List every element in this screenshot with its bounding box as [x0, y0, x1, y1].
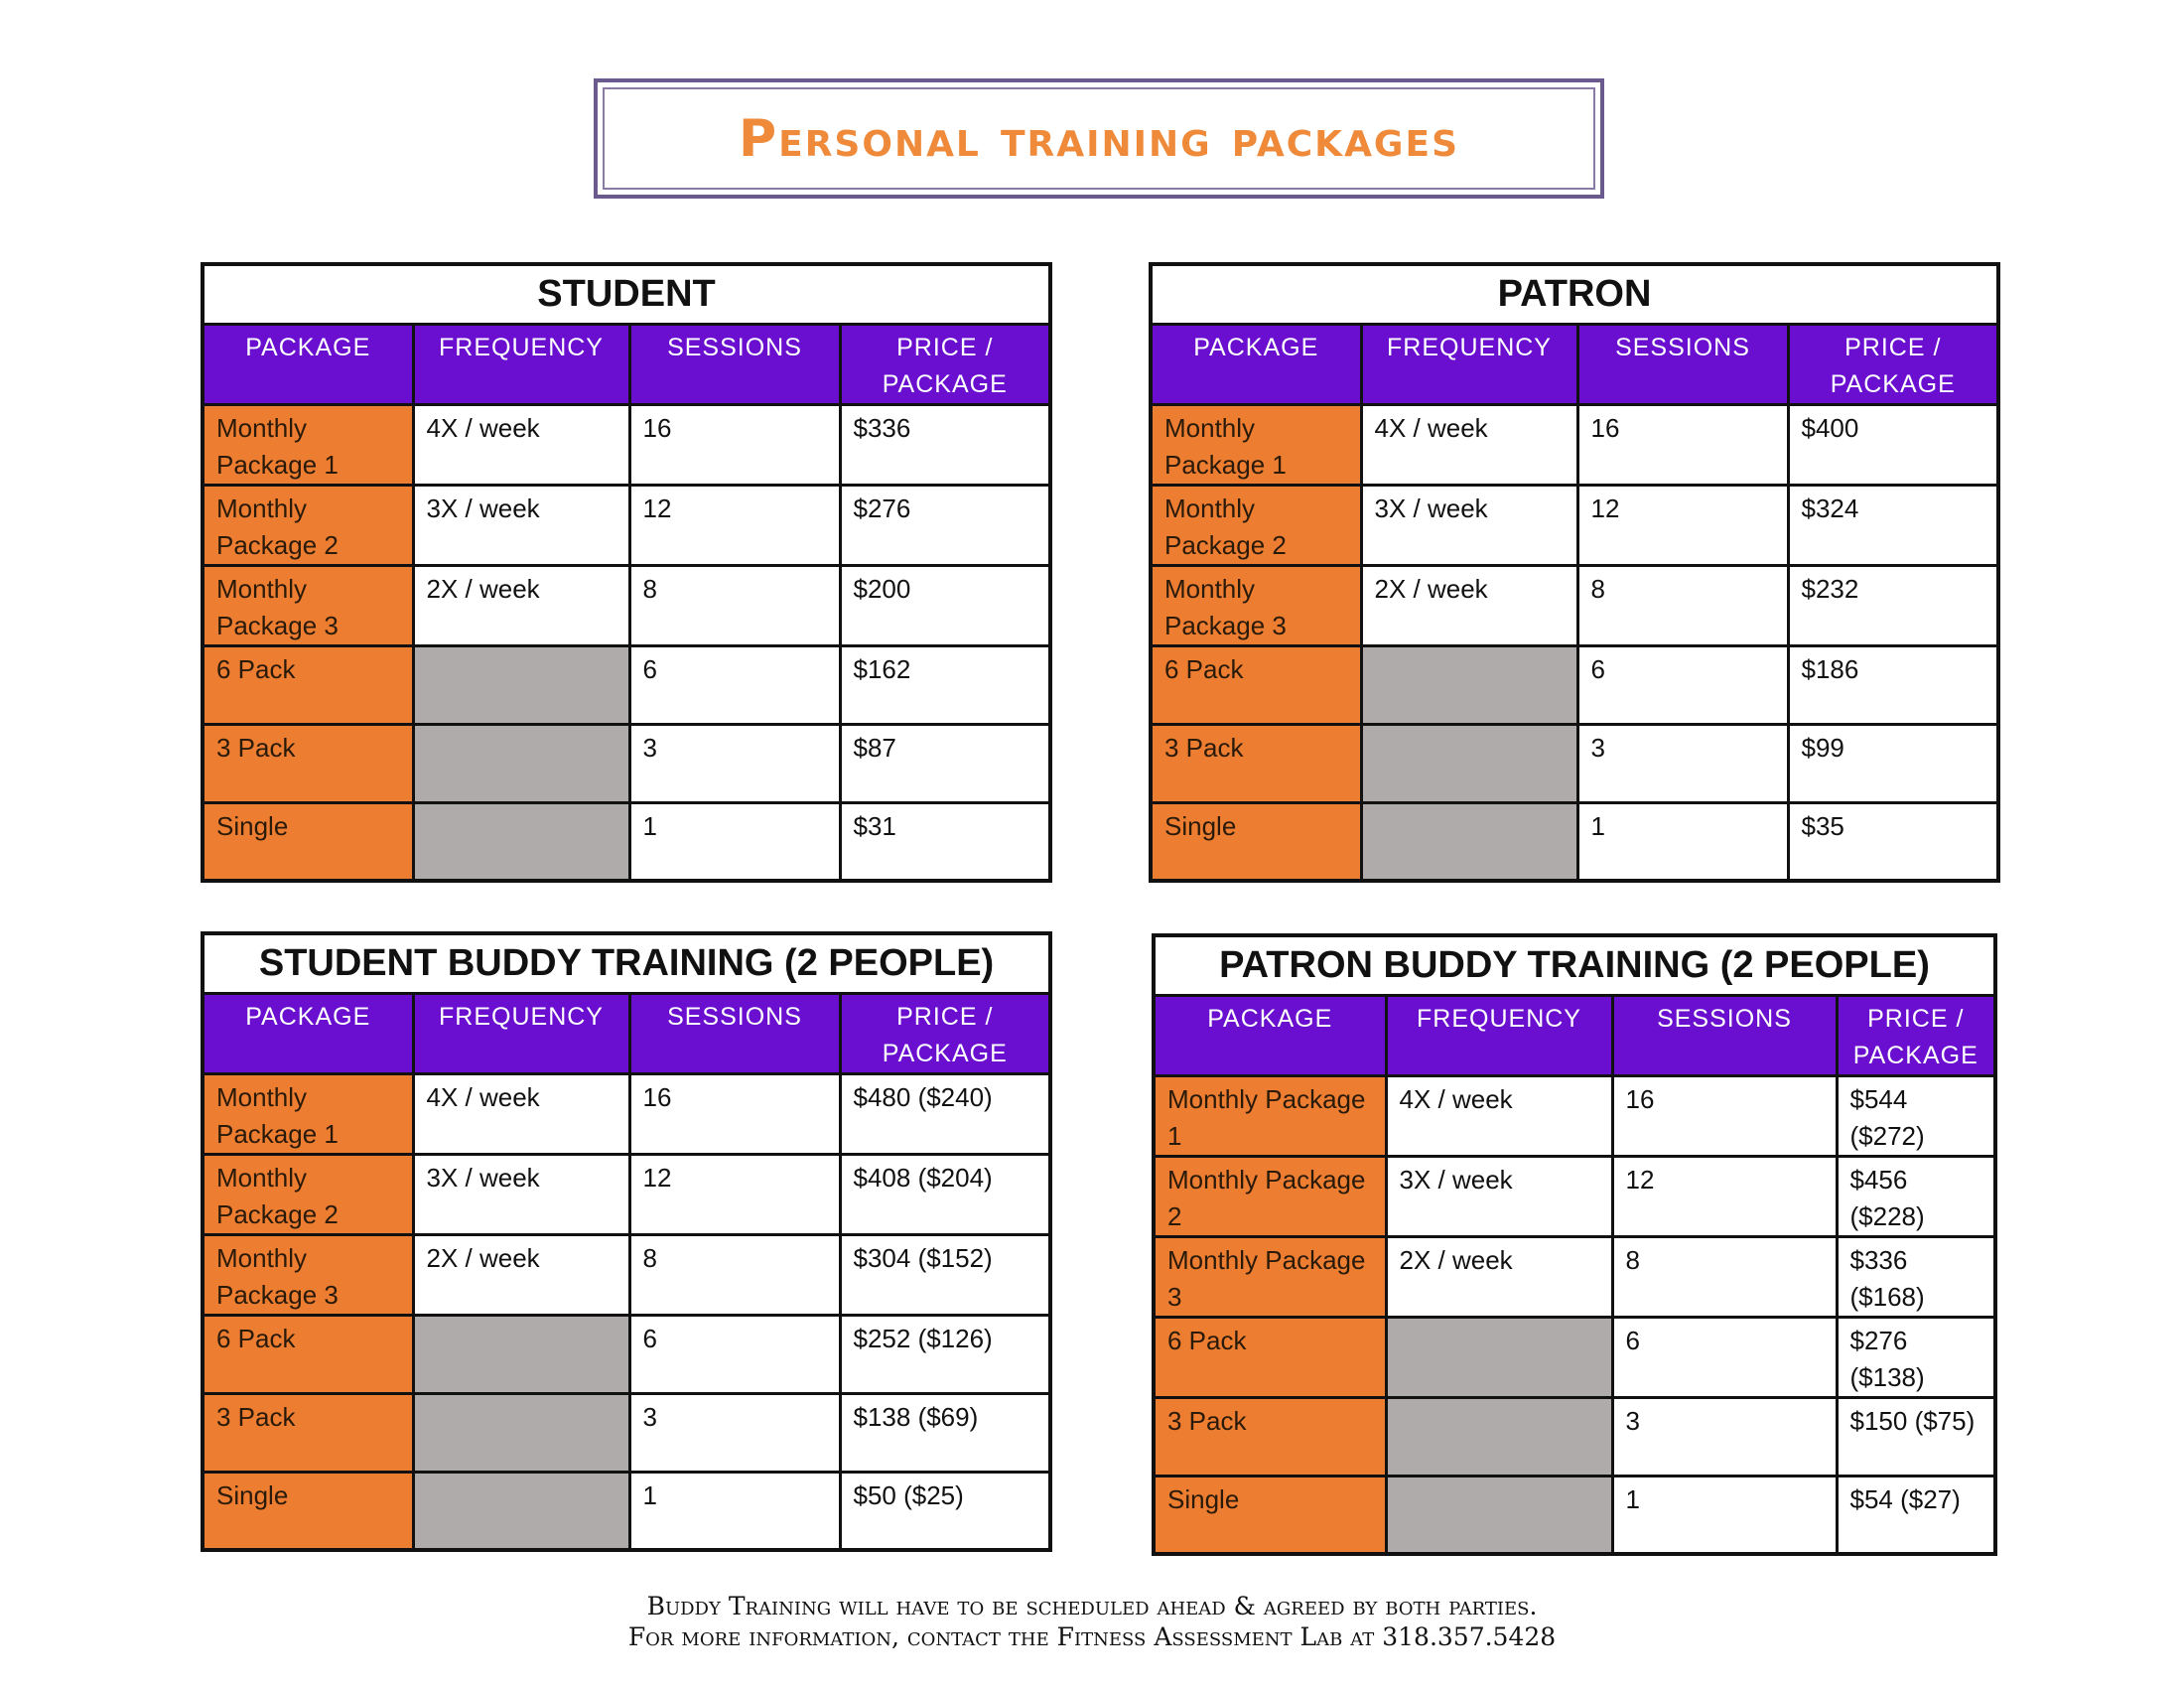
column-header-price: PRICE / PACKAGE	[840, 993, 1050, 1073]
table-row	[203, 1073, 1050, 1154]
sessions-cell: 16	[1577, 404, 1788, 485]
price-cell: $336 ($168)	[1837, 1236, 1995, 1317]
table-row	[1151, 485, 1998, 565]
frequency-cell: 2X / week	[1386, 1236, 1612, 1317]
table-row	[203, 1315, 1050, 1393]
table-row	[1154, 1476, 1995, 1554]
sessions-cell: 12	[1612, 1156, 1837, 1236]
sessions-cell: 3	[1612, 1397, 1837, 1476]
package-cell: Single	[203, 802, 413, 881]
column-header-frequency: FREQUENCY	[1386, 995, 1612, 1075]
column-header-sessions: SESSIONS	[629, 993, 840, 1073]
price-cell: $480 ($240)	[840, 1073, 1050, 1154]
column-header-package: PACKAGE	[1151, 324, 1361, 404]
table-row	[203, 565, 1050, 645]
package-cell: 6 Pack	[1151, 645, 1361, 724]
empty-frequency-cell	[1386, 1317, 1612, 1397]
sessions-cell: 16	[629, 404, 840, 485]
price-cell: $304 ($152)	[840, 1234, 1050, 1315]
sessions-cell: 6	[629, 645, 840, 724]
frequency-cell: 4X / week	[1361, 404, 1577, 485]
table-caption: PATRON BUDDY TRAINING (2 PEOPLE)	[1154, 935, 1995, 995]
table-row	[203, 1472, 1050, 1550]
table-caption: PATRON	[1151, 264, 1998, 324]
sessions-cell: 6	[629, 1315, 840, 1393]
frequency-cell: 3X / week	[413, 485, 629, 565]
package-cell: 6 Pack	[203, 645, 413, 724]
sessions-cell: 12	[629, 1154, 840, 1234]
footer-note	[0, 1591, 2184, 1652]
sessions-cell: 16	[629, 1073, 840, 1154]
price-cell: $54 ($27)	[1837, 1476, 1995, 1554]
table-row	[203, 645, 1050, 724]
table-row	[1151, 802, 1998, 881]
column-header-sessions: SESSIONS	[629, 324, 840, 404]
empty-frequency-cell	[413, 645, 629, 724]
patron-table	[1149, 262, 2000, 883]
sessions-cell: 12	[629, 485, 840, 565]
package-cell: Monthly Package 3	[1151, 565, 1361, 645]
footer-line-contact: For more information, contact the Fitness Assessment Lab at 318.357.5428	[627, 1622, 1557, 1651]
package-cell: Monthly Package 3	[203, 565, 413, 645]
package-cell: 6 Pack	[203, 1315, 413, 1393]
package-cell: Single	[1154, 1476, 1386, 1554]
package-cell: Monthly Package 2	[203, 485, 413, 565]
price-cell: $276	[840, 485, 1050, 565]
price-cell: $400	[1788, 404, 1998, 485]
table-row	[1151, 404, 1998, 485]
column-header-frequency: FREQUENCY	[1361, 324, 1577, 404]
column-header-frequency: FREQUENCY	[413, 993, 629, 1073]
sessions-cell: 1	[629, 1472, 840, 1550]
price-cell: $162	[840, 645, 1050, 724]
empty-frequency-cell	[413, 724, 629, 802]
empty-frequency-cell	[1361, 645, 1577, 724]
table-row	[203, 724, 1050, 802]
package-cell: 3 Pack	[1151, 724, 1361, 802]
frequency-cell: 4X / week	[1386, 1075, 1612, 1156]
empty-frequency-cell	[413, 802, 629, 881]
table-row	[1154, 1156, 1995, 1236]
page-title: Personal training packages	[738, 108, 1459, 169]
column-header-price: PRICE / PACKAGE	[840, 324, 1050, 404]
package-cell: Single	[1151, 802, 1361, 881]
price-cell: $276 ($138)	[1837, 1317, 1995, 1397]
empty-frequency-cell	[1386, 1476, 1612, 1554]
footer-line-scheduling: Buddy Training will have to be scheduled ahead & agreed by both parties.	[646, 1592, 1538, 1620]
package-cell: Monthly Package 1	[1154, 1075, 1386, 1156]
table-row	[203, 1234, 1050, 1315]
price-cell: $99	[1788, 724, 1998, 802]
table-caption: STUDENT BUDDY TRAINING (2 PEOPLE)	[203, 933, 1050, 993]
table-row	[1154, 1317, 1995, 1397]
empty-frequency-cell	[1386, 1397, 1612, 1476]
package-cell: 3 Pack	[203, 1393, 413, 1472]
price-cell: $35	[1788, 802, 1998, 881]
column-header-sessions: SESSIONS	[1577, 324, 1788, 404]
package-cell: 3 Pack	[1154, 1397, 1386, 1476]
sessions-cell: 6	[1577, 645, 1788, 724]
table-row	[1154, 1397, 1995, 1476]
package-cell: Monthly Package 2	[1154, 1156, 1386, 1236]
column-header-package: PACKAGE	[203, 993, 413, 1073]
frequency-cell: 3X / week	[1386, 1156, 1612, 1236]
price-cell: $87	[840, 724, 1050, 802]
package-cell: Monthly Package 1	[1151, 404, 1361, 485]
column-header-sessions: SESSIONS	[1612, 995, 1837, 1075]
column-header-price: PRICE / PACKAGE	[1837, 995, 1995, 1075]
sessions-cell: 3	[629, 724, 840, 802]
student-table	[201, 262, 1052, 883]
package-cell: Monthly Package 3	[1154, 1236, 1386, 1317]
frequency-cell: 2X / week	[413, 565, 629, 645]
table-row	[1151, 724, 1998, 802]
empty-frequency-cell	[413, 1393, 629, 1472]
price-cell: $200	[840, 565, 1050, 645]
patron-buddy-table	[1152, 933, 1997, 1556]
sessions-cell: 16	[1612, 1075, 1837, 1156]
package-cell: Monthly Package 1	[203, 404, 413, 485]
package-cell: Monthly Package 2	[203, 1154, 413, 1234]
frequency-cell: 4X / week	[413, 1073, 629, 1154]
column-header-package: PACKAGE	[1154, 995, 1386, 1075]
package-cell: 6 Pack	[1154, 1317, 1386, 1397]
sessions-cell: 8	[629, 565, 840, 645]
price-cell: $252 ($126)	[840, 1315, 1050, 1393]
table-row	[203, 1393, 1050, 1472]
empty-frequency-cell	[413, 1472, 629, 1550]
sessions-cell: 12	[1577, 485, 1788, 565]
table-row	[203, 802, 1050, 881]
price-cell: $150 ($75)	[1837, 1397, 1995, 1476]
package-cell: Monthly Package 3	[203, 1234, 413, 1315]
frequency-cell: 3X / week	[413, 1154, 629, 1234]
frequency-cell: 4X / week	[413, 404, 629, 485]
frequency-cell: 2X / week	[413, 1234, 629, 1315]
price-cell: $138 ($69)	[840, 1393, 1050, 1472]
column-header-frequency: FREQUENCY	[413, 324, 629, 404]
sessions-cell: 8	[1612, 1236, 1837, 1317]
empty-frequency-cell	[413, 1315, 629, 1393]
price-cell: $324	[1788, 485, 1998, 565]
title-frame	[594, 78, 1604, 199]
price-cell: $336	[840, 404, 1050, 485]
price-cell: $50 ($25)	[840, 1472, 1050, 1550]
table-caption: STUDENT	[203, 264, 1050, 324]
price-cell: $544 ($272)	[1837, 1075, 1995, 1156]
sessions-cell: 8	[1577, 565, 1788, 645]
frequency-cell: 3X / week	[1361, 485, 1577, 565]
price-cell: $186	[1788, 645, 1998, 724]
price-cell: $456 ($228)	[1837, 1156, 1995, 1236]
sessions-cell: 1	[1577, 802, 1788, 881]
column-header-price: PRICE / PACKAGE	[1788, 324, 1998, 404]
package-cell: Monthly Package 1	[203, 1073, 413, 1154]
price-cell: $31	[840, 802, 1050, 881]
table-row	[203, 1154, 1050, 1234]
table-row	[1154, 1075, 1995, 1156]
price-cell: $408 ($204)	[840, 1154, 1050, 1234]
sessions-cell: 1	[1612, 1476, 1837, 1554]
table-row	[203, 404, 1050, 485]
sessions-cell: 6	[1612, 1317, 1837, 1397]
empty-frequency-cell	[1361, 802, 1577, 881]
table-row	[1151, 565, 1998, 645]
title-inner-frame	[603, 87, 1595, 190]
sessions-cell: 3	[629, 1393, 840, 1472]
price-cell: $232	[1788, 565, 1998, 645]
frequency-cell: 2X / week	[1361, 565, 1577, 645]
column-header-package: PACKAGE	[203, 324, 413, 404]
student-buddy-table	[201, 931, 1052, 1552]
package-cell: Monthly Package 2	[1151, 485, 1361, 565]
table-row	[203, 485, 1050, 565]
table-row	[1151, 645, 1998, 724]
sessions-cell: 3	[1577, 724, 1788, 802]
sessions-cell: 8	[629, 1234, 840, 1315]
sessions-cell: 1	[629, 802, 840, 881]
empty-frequency-cell	[1361, 724, 1577, 802]
table-row	[1154, 1236, 1995, 1317]
package-cell: 3 Pack	[203, 724, 413, 802]
package-cell: Single	[203, 1472, 413, 1550]
